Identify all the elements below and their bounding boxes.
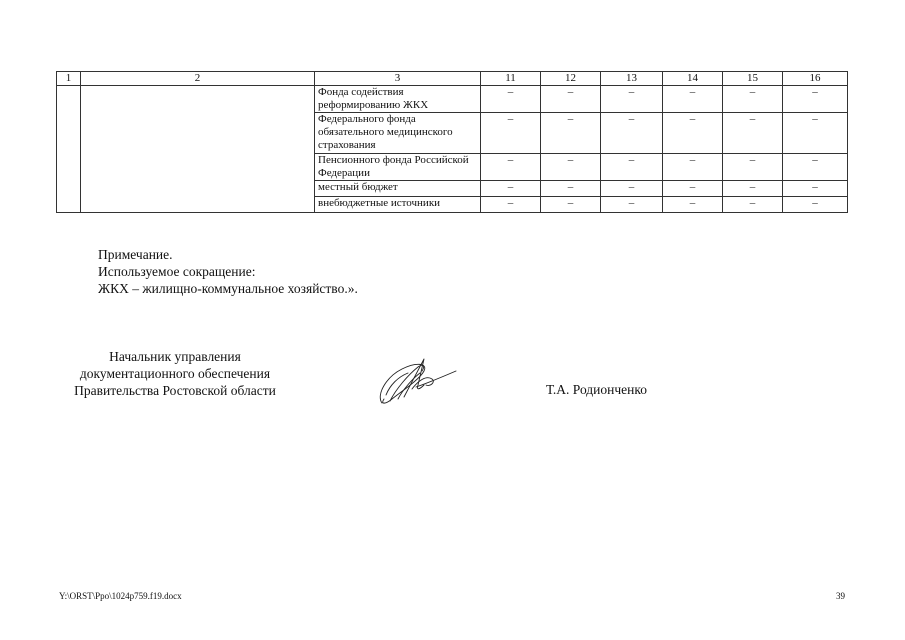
value-cell: –	[663, 197, 723, 213]
table-row	[57, 86, 848, 113]
value-cell: –	[783, 197, 848, 213]
header-cell: 3	[315, 72, 481, 86]
row-name-cell	[81, 86, 315, 213]
funding-source-cell: Пенсионного фонда Российской Федерации	[315, 154, 481, 181]
header-row	[57, 72, 848, 86]
funding-source-cell: Фонда содействия реформированию ЖКХ	[315, 86, 481, 113]
value-cell: –	[783, 154, 848, 181]
value-cell: –	[723, 181, 783, 197]
funding-source-cell: местный бюджет	[315, 181, 481, 197]
header-cell: 16	[783, 72, 848, 86]
signatory-title-line: Начальник управления	[109, 349, 241, 364]
header-cell: 2	[81, 72, 315, 86]
signatory-title-block	[50, 348, 300, 399]
value-cell: –	[663, 86, 723, 113]
header-cell: 11	[481, 72, 541, 86]
header-cell: 15	[723, 72, 783, 86]
note-title: Примечание.	[98, 247, 173, 262]
value-cell: –	[783, 181, 848, 197]
signatory-title-line: Правительства Ростовской области	[74, 383, 276, 398]
value-cell: –	[541, 86, 601, 113]
value-cell: –	[663, 113, 723, 154]
value-cell: –	[663, 181, 723, 197]
value-cell: –	[541, 113, 601, 154]
value-cell: –	[783, 86, 848, 113]
value-cell: –	[541, 181, 601, 197]
header-cell: 14	[663, 72, 723, 86]
value-cell: –	[541, 154, 601, 181]
value-cell: –	[783, 113, 848, 154]
program-table	[56, 71, 848, 213]
value-cell: –	[723, 197, 783, 213]
value-cell: –	[601, 197, 663, 213]
header-cell: 12	[541, 72, 601, 86]
value-cell: –	[481, 181, 541, 197]
footer-file-path: Y:\ORST\Ppo\1024p759.f19.docx	[59, 591, 182, 601]
value-cell: –	[481, 113, 541, 154]
funding-source-cell: внебюджетные источники	[315, 197, 481, 213]
funding-source-cell: Федерального фонда обязательного медицинского страхования	[315, 113, 481, 154]
note-block	[98, 246, 358, 297]
note-abbreviation-text: ЖКХ – жилищно-коммунальное хозяйство.».	[98, 281, 358, 296]
header-cell: 13	[601, 72, 663, 86]
value-cell: –	[481, 86, 541, 113]
page-number: 39	[836, 591, 845, 601]
value-cell: –	[663, 154, 723, 181]
value-cell: –	[601, 154, 663, 181]
value-cell: –	[601, 86, 663, 113]
handwritten-signature-icon	[372, 355, 462, 410]
value-cell: –	[601, 113, 663, 154]
value-cell: –	[723, 86, 783, 113]
value-cell: –	[481, 197, 541, 213]
value-cell: –	[601, 181, 663, 197]
note-abbreviation-heading: Используемое сокращение:	[98, 264, 256, 279]
value-cell: –	[481, 154, 541, 181]
value-cell: –	[723, 113, 783, 154]
signatory-name: Т.А. Родионченко	[546, 382, 647, 397]
signatory-title-line: документационного обеспечения	[79, 366, 271, 381]
header-cell: 1	[57, 72, 81, 86]
value-cell: –	[723, 154, 783, 181]
row-number-cell	[57, 86, 81, 213]
value-cell: –	[541, 197, 601, 213]
